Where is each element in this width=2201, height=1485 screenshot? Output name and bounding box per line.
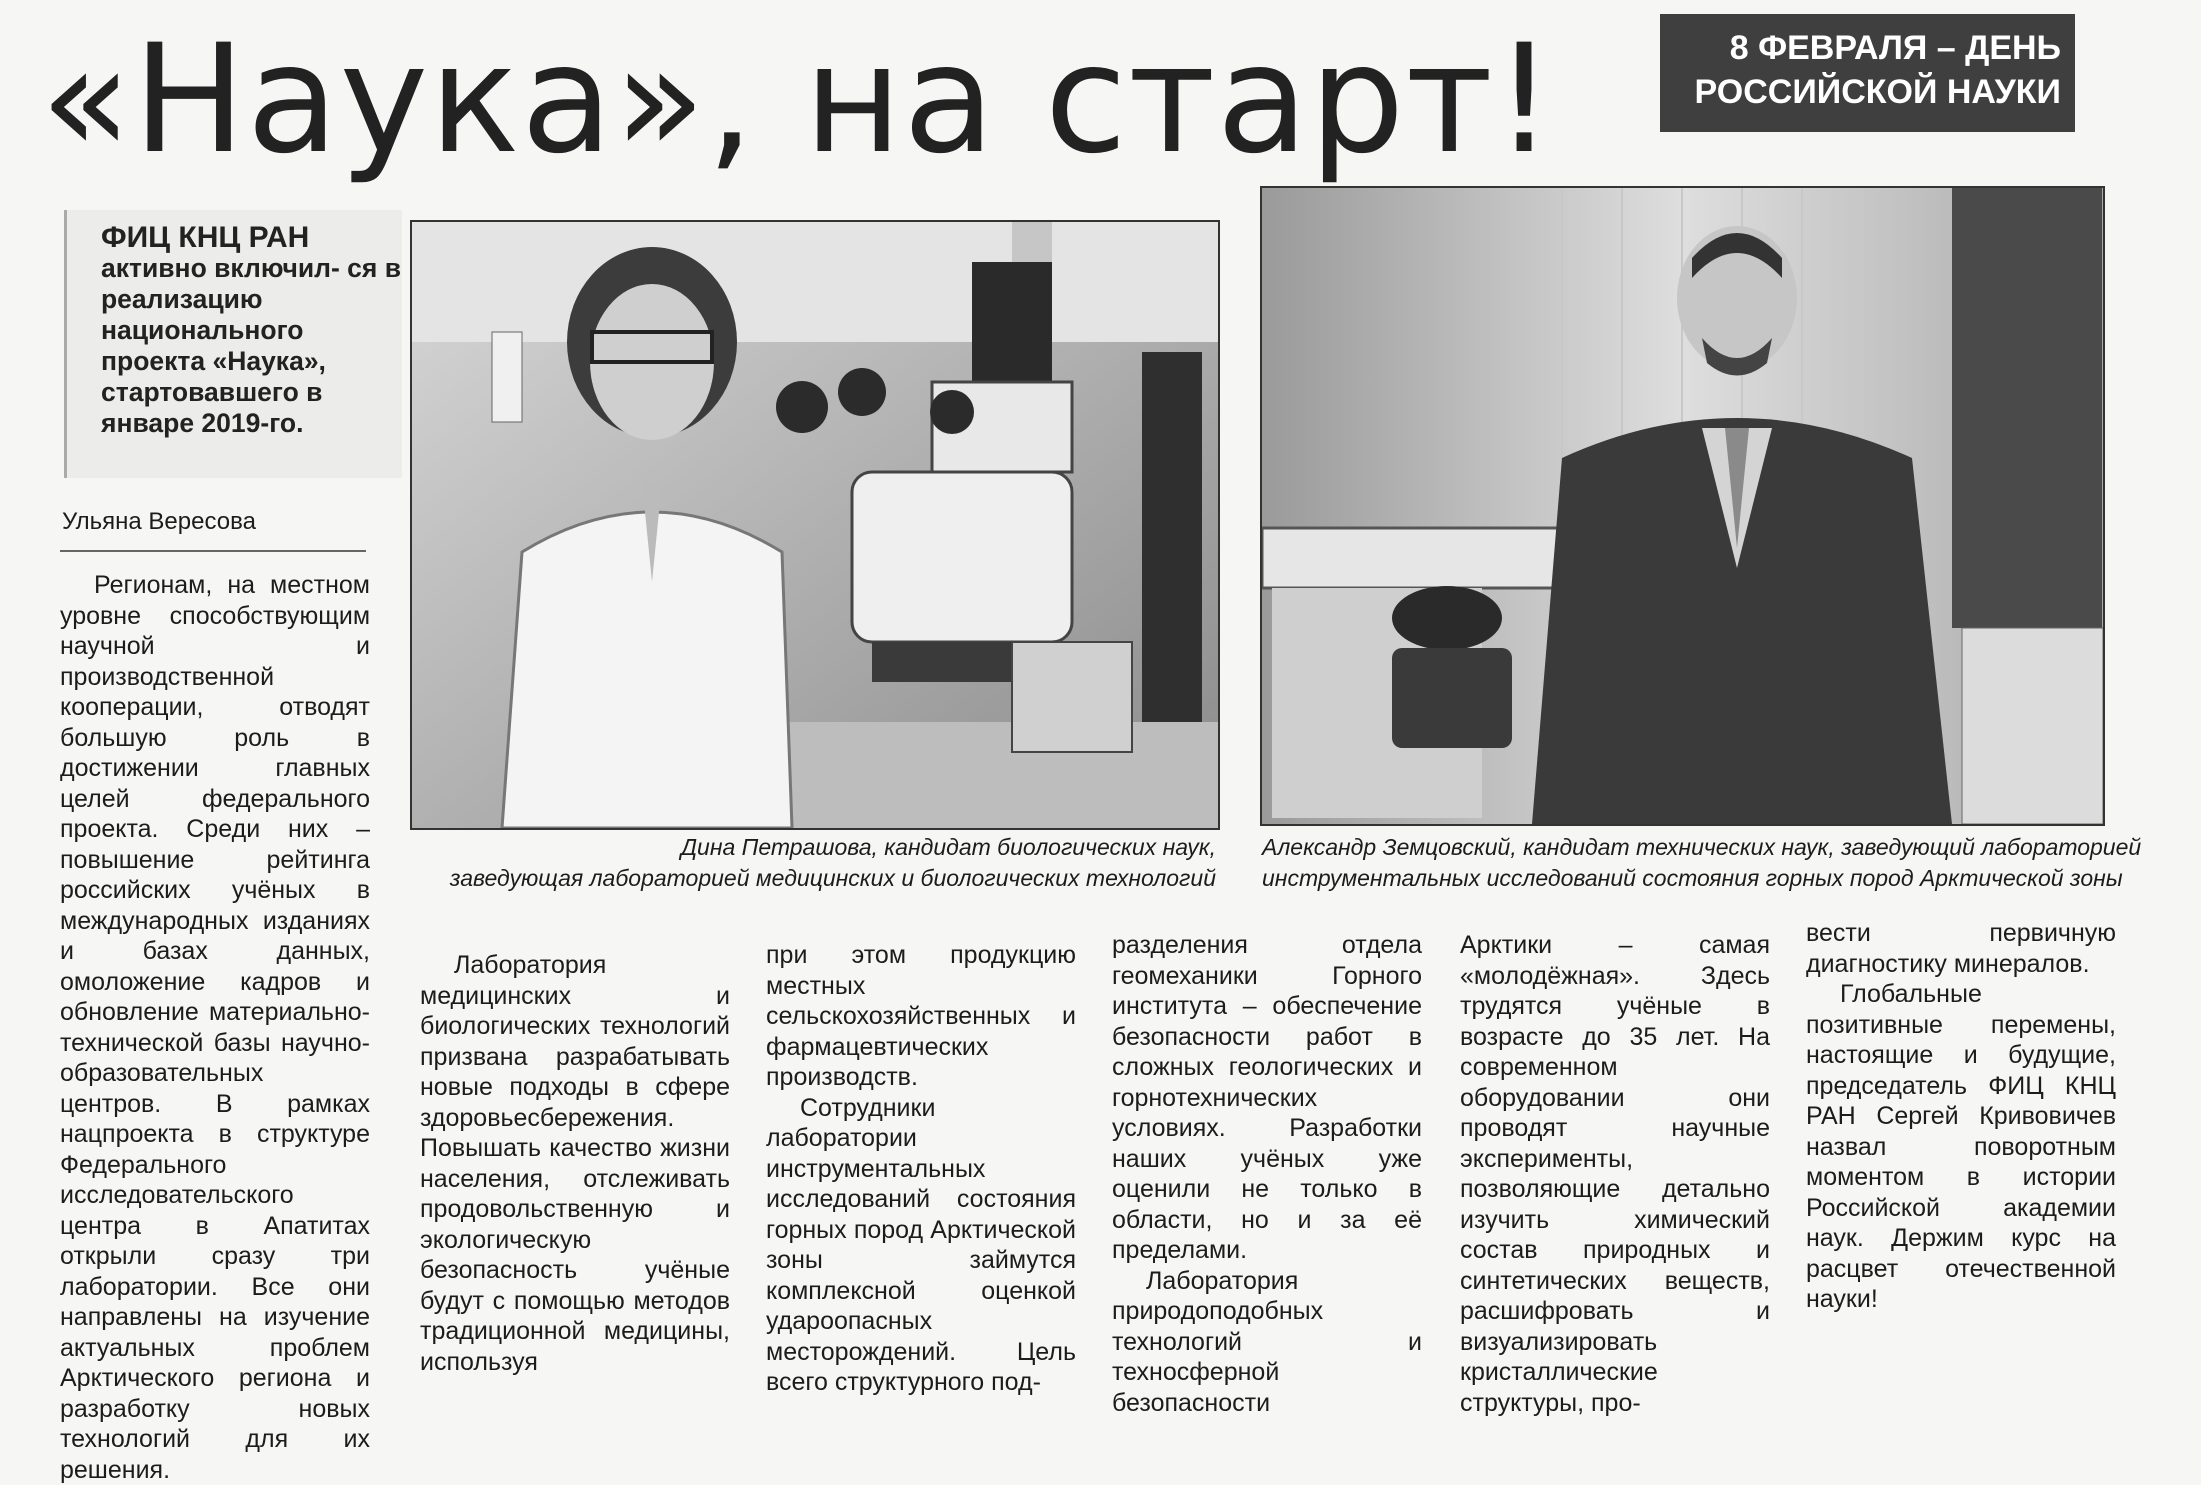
headline: «Наука», на старт!: [40, 13, 1556, 187]
paragraph: вести первичную диагностику минералов.: [1806, 919, 2116, 978]
text-column-2: [420, 950, 730, 1377]
paragraph: при этом продукцию местных сельскохозяйственных и фармацевтических производств.: [766, 941, 1076, 1091]
banner-line-2: РОССИЙСКОЙ НАУКИ: [1694, 73, 2061, 111]
text-column-3: [766, 940, 1076, 1398]
text-column-6: [1806, 918, 2116, 1315]
author-byline: Ульяна Вересова: [62, 508, 256, 535]
date-banner: [1660, 14, 2075, 132]
paragraph: Арктики – самая «молодёжная». Здесь трудятся учёные в возрасте до 35 лет. На современном оборудовании они проводят научные эксперименты, позволяющие детально изучить химический состав природных и синтетических веществ, расшифровать и визуализировать кристаллические структуры, про-: [1460, 931, 1770, 1417]
banner-line-1: 8 ФЕВРАЛЯ – ДЕНЬ: [1729, 29, 2061, 67]
paragraph: Лаборатория природоподобных технологий и техносферной безопасности: [1112, 1266, 1422, 1417]
photo-scientist-microscope: [410, 220, 1220, 830]
paragraph: Глобальные позитивные перемены, настоящие и будущие, председатель ФИЦ КНЦ РАН Сергей Кривовичев назвал поворотным моментом в истории Российской академии наук. Держим курс на расцвет отечественной науки!: [1806, 980, 2116, 1313]
paragraph: Лаборатория медицинских и биологических технологий призвана разрабатывать новые подходы в сфере здоровьесбережения. Повышать качество жизни населения, отслеживать продовольственную и экологическую безопасность учёные будут с помощью методов традиционной медицины, используя: [420, 951, 730, 1376]
lede-org: ФИЦ КНЦ РАН: [101, 221, 310, 254]
byline-rule: [60, 550, 366, 552]
caption-line: Дина Петрашова, кандидат биологических наук,: [680, 834, 1216, 860]
paragraph: Сотрудники лаборатории инструментальных исследований состояния горных пород Арктической зоны займутся комплексной оценкой удароопасных месторождений. Цель всего структурного под-: [766, 1093, 1076, 1396]
paragraph: Регионам, на местном уровне способствующим научной и производственной кооперации, отводят большую роль в достижении главных целей федерального проекта. Среди них – повышение рейтинга российских учёных в международных изданиях и базах данных, омоложение кадров и обновление материально-технической базы научно-образовательных центров. В рамках нацпроекта в структуре Федерального исследовательского центра в Апатитах открыли сразу три лаборатории. Все они направлены на изучение актуальных проблем Арктического региона и разработку новых технологий для их решения.: [60, 571, 370, 1484]
photo1-caption: [420, 832, 1216, 894]
lede-text: активно включил- ся в реализацию национального проекта «Наука», стартовавшего в январе 2019-го.: [101, 253, 402, 438]
photo-scientist-lab: [1260, 186, 2105, 826]
photo2-caption: [1262, 832, 2142, 894]
lede-box: [64, 210, 402, 478]
text-column-1: [60, 570, 370, 1485]
paragraph: разделения отдела геомеханики Горного института – обеспечение безопасности работ в сложных геологических и горнотехнических условиях. Разработки наших учёных уже оценили не только в области, но и за её пределами.: [1112, 931, 1422, 1264]
caption-line: Александр Земцовский, кандидат технических наук, заведующий лабораторией: [1262, 834, 2142, 860]
caption-line: инструментальных исследований состояния горных пород Арктической зоны: [1262, 865, 2123, 891]
caption-line: заведующая лабораторией медицинских и биологических технологий: [449, 865, 1216, 891]
